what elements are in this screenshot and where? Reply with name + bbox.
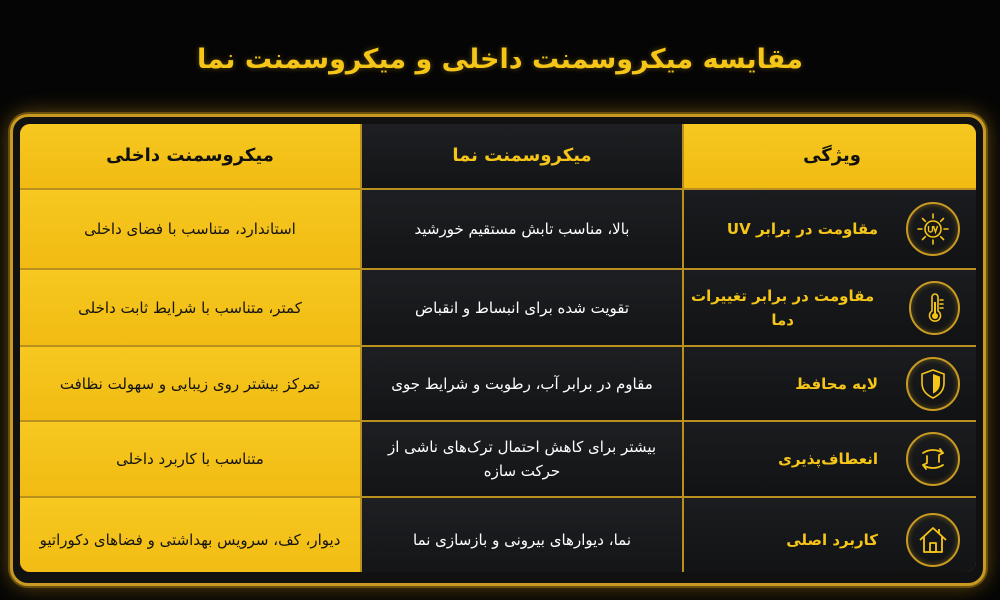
- feature-label: مقاومت در برابر UV: [726, 220, 878, 238]
- row-temp-facade: تقویت شده برای انبساط و انقباض: [362, 270, 682, 345]
- row-uv-feature: [684, 190, 976, 268]
- header-facade: میکروسمنت نما: [362, 124, 682, 188]
- row-shield-facade: مقاوم در برابر آب، رطوبت و شرایط جوی: [362, 347, 682, 420]
- row-uv-interior: استاندارد، متناسب با فضای داخلی: [20, 190, 360, 268]
- feature-label: انعطاف‌پذیری: [778, 450, 878, 468]
- row-flex-facade: بیشتر برای کاهش احتمال ترک‌های ناشی از حرکت سازه: [362, 422, 682, 496]
- uv-icon: [906, 202, 960, 256]
- thermometer-icon: [909, 281, 960, 335]
- row-flex-interior: متناسب با کاربرد داخلی: [20, 422, 360, 496]
- house-icon: [906, 513, 960, 567]
- row-flex-feature: [684, 422, 976, 496]
- header-interior: میکروسمنت داخلی: [20, 124, 360, 188]
- comparison-table: [20, 124, 976, 572]
- row-shield-interior: تمرکز بیشتر روی زیبایی و سهولت نظافت: [20, 347, 360, 420]
- row-temp-feature: [684, 270, 976, 345]
- row-shield-feature: [684, 347, 976, 420]
- feature-label: مقاومت در برابر تغییرات دما: [691, 286, 875, 329]
- feature-label: لایه محافظ: [795, 374, 878, 393]
- feature-label: کاربرد اصلی: [786, 531, 878, 549]
- row-uv-facade: بالا، مناسب تابش مستقیم خورشید: [362, 190, 682, 268]
- page-title: مقایسه میکروسمنت داخلی و میکروسمنت نما: [197, 44, 803, 75]
- row-usage-feature: [684, 498, 976, 572]
- row-usage-interior: دیوار، کف، سرویس بهداشتی و فضاهای دکوراتیو: [20, 498, 360, 572]
- header-feature: ویژگی: [684, 124, 976, 188]
- row-usage-facade: نما، دیوارهای بیرونی و بازسازی نما: [362, 498, 682, 572]
- flex-arrows-icon: [906, 432, 960, 486]
- shield-icon: [906, 357, 960, 411]
- row-temp-interior: کمتر، متناسب با شرایط ثابت داخلی: [20, 270, 360, 345]
